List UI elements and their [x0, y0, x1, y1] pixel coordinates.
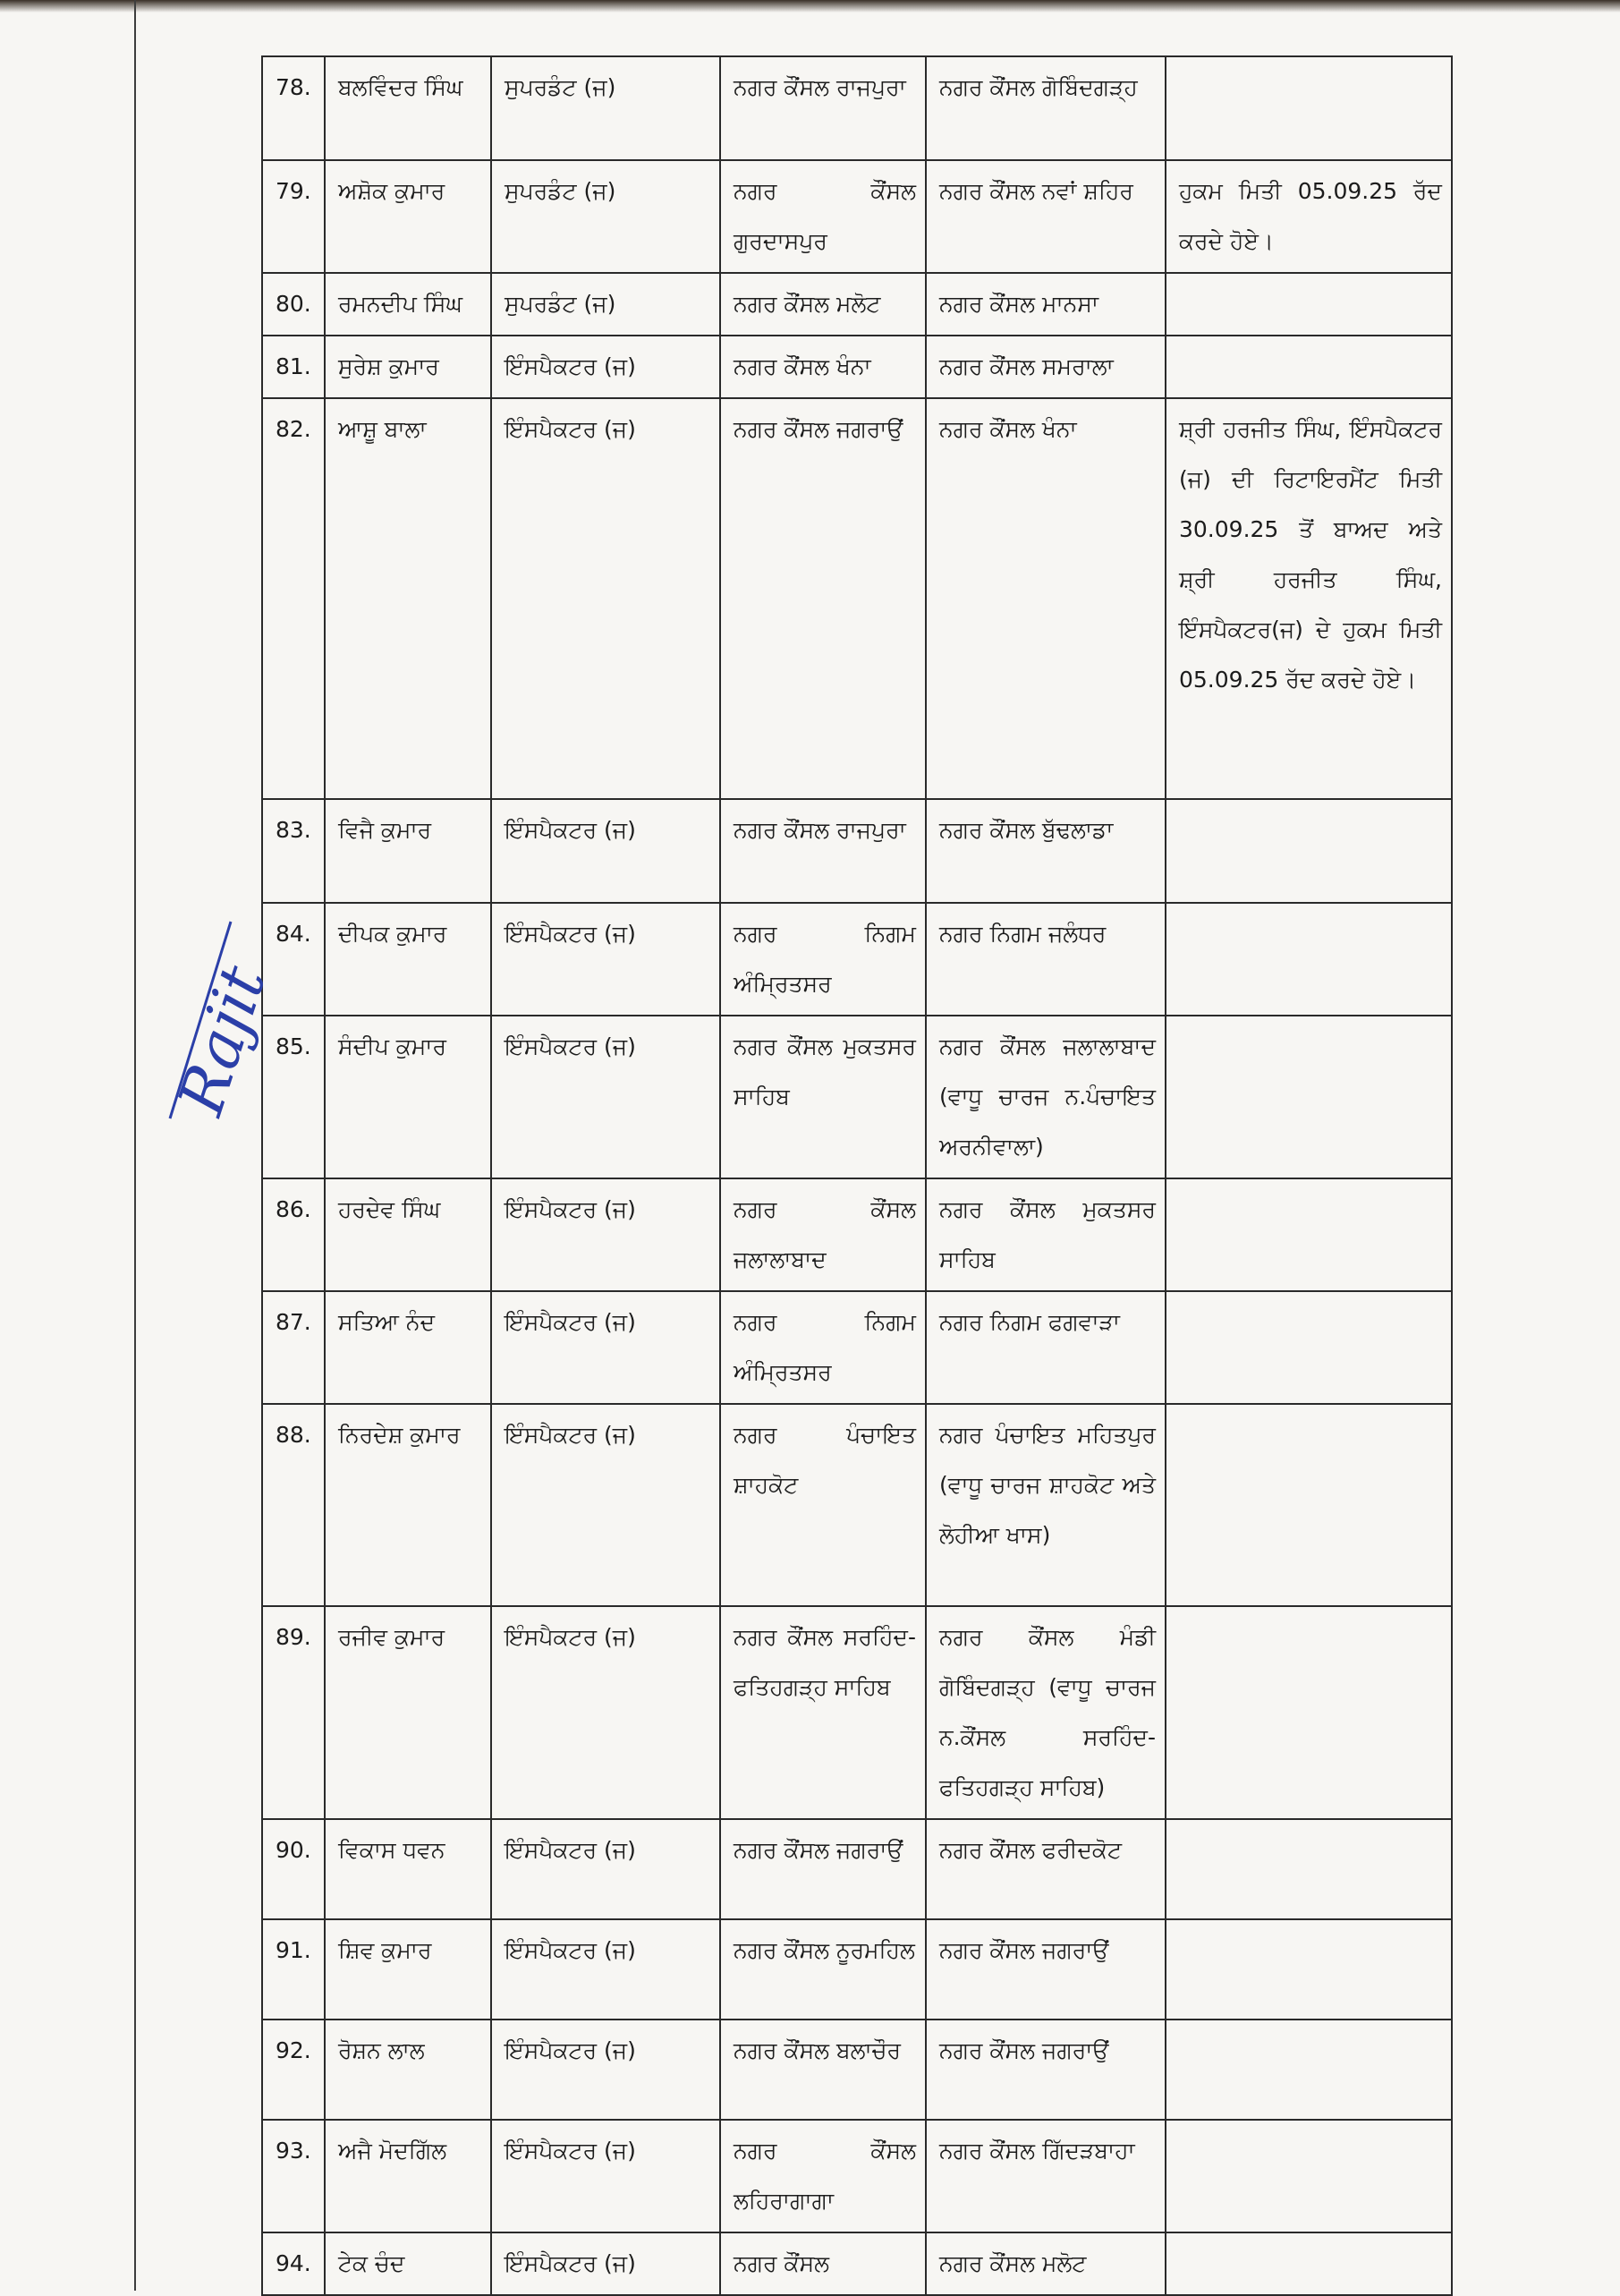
designation: ਇੰਸਪੈਕਟਰ (ਜ) — [491, 1404, 720, 1606]
to-station: ਨਗਰ ਕੌਂਸਲ ਮੁਕਤਸਰ ਸਾਹਿਬ — [926, 1178, 1166, 1291]
serial-number: 79. — [262, 160, 325, 273]
remarks — [1166, 2120, 1452, 2232]
serial-number: 84. — [262, 903, 325, 1016]
employee-name: ਦੀਪਕ ਕੁਮਾਰ — [325, 903, 491, 1016]
handwritten-signature — [134, 895, 281, 1127]
from-station: ਨਗਰ ਕੌਂਸਲ ਖੰਨਾ — [720, 336, 926, 398]
designation: ਇੰਸਪੈਕਟਰ (ਜ) — [491, 2232, 720, 2295]
designation: ਇੰਸਪੈਕਟਰ (ਜ) — [491, 398, 720, 799]
serial-number: 91. — [262, 1919, 325, 2020]
designation: ਇੰਸਪੈਕਟਰ (ਜ) — [491, 1178, 720, 1291]
employee-name: ਰਜੀਵ ਕੁਮਾਰ — [325, 1606, 491, 1819]
employee-name: ਵਿਕਾਸ ਧਵਨ — [325, 1819, 491, 1919]
serial-number: 93. — [262, 2120, 325, 2232]
remarks — [1166, 1291, 1452, 1404]
remarks — [1166, 799, 1452, 903]
designation: ਇੰਸਪੈਕਟਰ (ਜ) — [491, 799, 720, 903]
remarks — [1166, 1016, 1452, 1178]
to-station: ਨਗਰ ਕੌਂਸਲ ਜਲਾਲਾਬਾਦ (ਵਾਧੂ ਚਾਰਜ ਨ.ਪੰਚਾਇਤ ਅਰਨੀਵਾਲਾ) — [926, 1016, 1166, 1178]
serial-number: 85. — [262, 1016, 325, 1178]
serial-number: 86. — [262, 1178, 325, 1291]
to-station: ਨਗਰ ਕੌਂਸਲ ਮਲੋਟ — [926, 2232, 1166, 2295]
to-station: ਨਗਰ ਕੌਂਸਲ ਗਿੱਦੜਬਾਹਾ — [926, 2120, 1166, 2232]
serial-number: 83. — [262, 799, 325, 903]
to-station: ਨਗਰ ਕੌਂਸਲ ਜਗਰਾਉਂ — [926, 2020, 1166, 2120]
from-station: ਨਗਰ ਕੌਂਸਲ — [720, 2232, 926, 2295]
from-station: ਨਗਰ ਕੌਂਸਲ ਗੁਰਦਾਸਪੁਰ — [720, 160, 926, 273]
employee-name: ਰੋਸ਼ਨ ਲਾਲ — [325, 2020, 491, 2120]
remarks — [1166, 1606, 1452, 1819]
remarks — [1166, 1178, 1452, 1291]
employee-name: ਹਰਦੇਵ ਸਿੰਘ — [325, 1178, 491, 1291]
from-station: ਨਗਰ ਪੰਚਾਇਤ ਸ਼ਾਹਕੋਟ — [720, 1404, 926, 1606]
designation: ਇੰਸਪੈਕਟਰ (ਜ) — [491, 1819, 720, 1919]
table-row — [262, 1919, 1452, 2020]
employee-name: ਸੰਦੀਪ ਕੁਮਾਰ — [325, 1016, 491, 1178]
serial-number: 92. — [262, 2020, 325, 2120]
page-top-edge — [0, 0, 1620, 13]
designation: ਸੁਪਰਡੰਟ (ਜ) — [491, 160, 720, 273]
remarks: ਹੁਕਮ ਮਿਤੀ 05.09.25 ਰੱਦ ਕਰਦੇ ਹੋਏ। — [1166, 160, 1452, 273]
designation: ਇੰਸਪੈਕਟਰ (ਜ) — [491, 1919, 720, 2020]
serial-number: 81. — [262, 336, 325, 398]
to-station: ਨਗਰ ਨਿਗਮ ਜਲੰਧਰ — [926, 903, 1166, 1016]
from-station: ਨਗਰ ਕੌਂਸਲ ਜਲਾਲਾਬਾਦ — [720, 1178, 926, 1291]
remarks — [1166, 1404, 1452, 1606]
margin-line — [134, 0, 136, 2291]
table-row — [262, 336, 1452, 398]
serial-number: 78. — [262, 56, 325, 160]
to-station: ਨਗਰ ਨਿਗਮ ਫਗਵਾੜਾ — [926, 1291, 1166, 1404]
serial-number: 80. — [262, 273, 325, 336]
from-station: ਨਗਰ ਕੌਂਸਲ ਜਗਰਾਉਂ — [720, 1819, 926, 1919]
table-row — [262, 398, 1452, 799]
from-station: ਨਗਰ ਕੌਂਸਲ ਮਲੋਟ — [720, 273, 926, 336]
table-row — [262, 2232, 1452, 2295]
table-row — [262, 1606, 1452, 1819]
table-row — [262, 1819, 1452, 1919]
from-station: ਨਗਰ ਕੌਂਸਲ ਮੁਕਤਸਰ ਸਾਹਿਬ — [720, 1016, 926, 1178]
to-station: ਨਗਰ ਕੌਂਸਲ ਸਮਰਾਲਾ — [926, 336, 1166, 398]
remarks: ਸ਼੍ਰੀ ਹਰਜੀਤ ਸਿੰਘ, ਇੰਸਪੈਕਟਰ (ਜ) ਦੀ ਰਿਟਾਇਰਮੈਂਟ ਮਿਤੀ 30.09.25 ਤੋਂ ਬਾਅਦ ਅਤੇ ਸ਼੍ਰੀ ਹਰਜੀਤ ਸਿੰਘ, ਇੰਸਪੈਕਟਰ(ਜ) ਦੇ ਹੁਕਮ ਮਿਤੀ 05.09.25 ਰੱਦ ਕਰਦੇ ਹੋਏ। — [1166, 398, 1452, 799]
employee-name: ਟੇਕ ਚੰਦ — [325, 2232, 491, 2295]
from-station: ਨਗਰ ਕੌਂਸਲ ਨੂਰਮਹਿਲ — [720, 1919, 926, 2020]
employee-name: ਰਮਨਦੀਪ ਸਿੰਘ — [325, 273, 491, 336]
table-row — [262, 1016, 1452, 1178]
employee-name: ਅਸ਼ੋਕ ਕੁਮਾਰ — [325, 160, 491, 273]
from-station: ਨਗਰ ਕੌਂਸਲ ਲਹਿਰਾਗਾਗਾ — [720, 2120, 926, 2232]
employee-name: ਨਿਰਦੇਸ਼ ਕੁਮਾਰ — [325, 1404, 491, 1606]
table-row — [262, 1404, 1452, 1606]
from-station: ਨਗਰ ਕੌਂਸਲ ਸਰਹਿੰਦ-ਫਤਿਹਗੜ੍ਹ ਸਾਹਿਬ — [720, 1606, 926, 1819]
designation: ਇੰਸਪੈਕਟਰ (ਜ) — [491, 1606, 720, 1819]
employee-name: ਆਸ਼ੂ ਬਾਲਾ — [325, 398, 491, 799]
serial-number: 89. — [262, 1606, 325, 1819]
table-row — [262, 2120, 1452, 2232]
table-row — [262, 903, 1452, 1016]
to-station: ਨਗਰ ਕੌਂਸਲ ਖੰਨਾ — [926, 398, 1166, 799]
to-station: ਨਗਰ ਕੌਂਸਲ ਜਗਰਾਉਂ — [926, 1919, 1166, 2020]
employee-name: ਸਤਿਆ ਨੰਦ — [325, 1291, 491, 1404]
to-station: ਨਗਰ ਕੌਂਸਲ ਮੰਡੀ ਗੋਬਿੰਦਗੜ੍ਹ (ਵਾਧੂ ਚਾਰਜ ਨ.ਕੌਂਸਲ ਸਰਹਿੰਦ-ਫਤਿਹਗੜ੍ਹ ਸਾਹਿਬ) — [926, 1606, 1166, 1819]
serial-number: 82. — [262, 398, 325, 799]
serial-number: 88. — [262, 1404, 325, 1606]
from-station: ਨਗਰ ਕੌਂਸਲ ਰਾਜਪੁਰਾ — [720, 799, 926, 903]
table-row — [262, 1291, 1452, 1404]
serial-number: 94. — [262, 2232, 325, 2295]
from-station: ਨਗਰ ਕੌਂਸਲ ਰਾਜਪੁਰਾ — [720, 56, 926, 160]
to-station: ਨਗਰ ਪੰਚਾਇਤ ਮਹਿਤਪੁਰ (ਵਾਧੂ ਚਾਰਜ ਸ਼ਾਹਕੋਟ ਅਤੇ ਲੋਹੀਆ ਖਾਸ) — [926, 1404, 1166, 1606]
table-row — [262, 56, 1452, 160]
from-station: ਨਗਰ ਨਿਗਮ ਅੰਮ੍ਰਿਤਸਰ — [720, 903, 926, 1016]
transfer-table — [261, 55, 1453, 2296]
from-station: ਨਗਰ ਕੌਂਸਲ ਬਲਾਚੌਰ — [720, 2020, 926, 2120]
remarks — [1166, 273, 1452, 336]
to-station: ਨਗਰ ਕੌਂਸਲ ਗੋਬਿੰਦਗੜ੍ਹ — [926, 56, 1166, 160]
employee-name: ਅਜੈ ਮੋਦਗਿੱਲ — [325, 2120, 491, 2232]
remarks — [1166, 1819, 1452, 1919]
table-row — [262, 1178, 1452, 1291]
remarks — [1166, 336, 1452, 398]
remarks — [1166, 1919, 1452, 2020]
designation: ਇੰਸਪੈਕਟਰ (ਜ) — [491, 1016, 720, 1178]
remarks — [1166, 56, 1452, 160]
from-station: ਨਗਰ ਨਿਗਮ ਅੰਮ੍ਰਿਤਸਰ — [720, 1291, 926, 1404]
designation: ਇੰਸਪੈਕਟਰ (ਜ) — [491, 2020, 720, 2120]
employee-name: ਸੁਰੇਸ਼ ਕੁਮਾਰ — [325, 336, 491, 398]
svg-text:Rajit: Rajit — [164, 957, 281, 1124]
remarks — [1166, 2020, 1452, 2120]
designation: ਇੰਸਪੈਕਟਰ (ਜ) — [491, 903, 720, 1016]
employee-name: ਬਲਵਿੰਦਰ ਸਿੰਘ — [325, 56, 491, 160]
to-station: ਨਗਰ ਕੌਂਸਲ ਮਾਨਸਾ — [926, 273, 1166, 336]
designation: ਸੁਪਰਡੰਟ (ਜ) — [491, 273, 720, 336]
remarks — [1166, 903, 1452, 1016]
to-station: ਨਗਰ ਕੌਂਸਲ ਨਵਾਂ ਸ਼ਹਿਰ — [926, 160, 1166, 273]
from-station: ਨਗਰ ਕੌਂਸਲ ਜਗਰਾਉਂ — [720, 398, 926, 799]
designation: ਇੰਸਪੈਕਟਰ (ਜ) — [491, 1291, 720, 1404]
employee-name: ਵਿਜੈ ਕੁਮਾਰ — [325, 799, 491, 903]
table-row — [262, 799, 1452, 903]
table-row — [262, 160, 1452, 273]
employee-name: ਸ਼ਿਵ ਕੁਮਾਰ — [325, 1919, 491, 2020]
serial-number: 90. — [262, 1819, 325, 1919]
table-row — [262, 273, 1452, 336]
to-station: ਨਗਰ ਕੌਂਸਲ ਫਰੀਦਕੋਟ — [926, 1819, 1166, 1919]
designation: ਸੁਪਰਡੰਟ (ਜ) — [491, 56, 720, 160]
serial-number: 87. — [262, 1291, 325, 1404]
remarks — [1166, 2232, 1452, 2295]
designation: ਇੰਸਪੈਕਟਰ (ਜ) — [491, 336, 720, 398]
designation: ਇੰਸਪੈਕਟਰ (ਜ) — [491, 2120, 720, 2232]
table-row — [262, 2020, 1452, 2120]
to-station: ਨਗਰ ਕੌਂਸਲ ਬੁੱਢਲਾਡਾ — [926, 799, 1166, 903]
